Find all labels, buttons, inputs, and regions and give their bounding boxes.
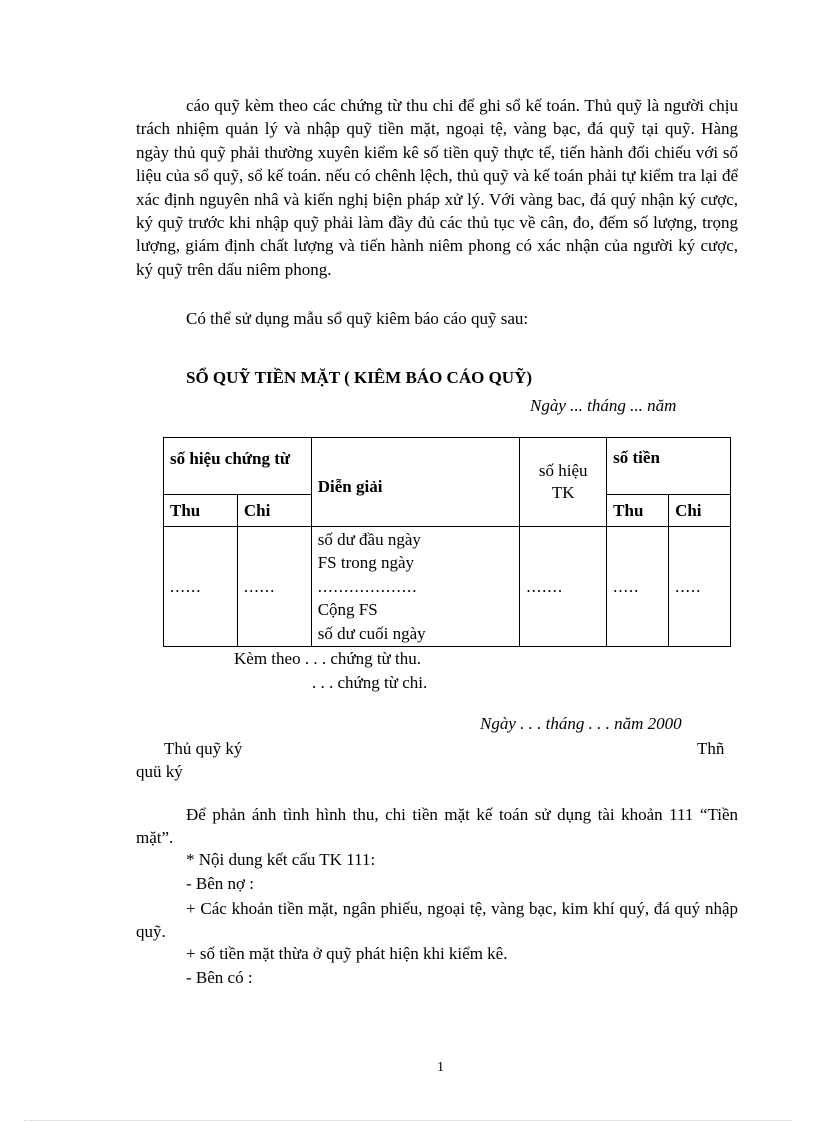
cash-ledger-table <box>163 437 731 647</box>
paragraph-cash-keeper <box>136 94 738 281</box>
ledger-date-line: Ngày ... tháng ... năm <box>530 396 677 415</box>
debit-item-1-text: + Các khoản tiền mặt, ngân phiếu, ngoại tệ, vàng bạc, kim khí quý, đá quý nhập quỹ. <box>136 899 738 942</box>
debit-item-2: + số tiền mặt thừa ở quỹ phát hiện khi kiểm kê. <box>186 944 508 963</box>
desc-closing-balance: số dư cuối ngày <box>317 623 426 643</box>
header-description: Diễn giải <box>311 438 520 527</box>
credit-label: - Bên có : <box>186 968 253 987</box>
attached-receipts: Kèm theo . . . chứng từ thu. <box>234 649 421 668</box>
paragraph-template-intro: Có thể sử dụng mẫu sổ quỹ kiêm báo cáo quỹ sau: <box>186 309 529 328</box>
header-thu: Thu <box>164 495 238 527</box>
cell-account-dots: ....... <box>520 527 607 647</box>
paragraph-account-111-text: Để phản ánh tình hình thu, chi tiền mặt kế toán sử dụng tài khoản 111 “Tiền mặt”. <box>136 805 738 848</box>
header-account-no: số hiệu TK <box>520 438 607 527</box>
debit-label: - Bên nợ : <box>186 874 255 893</box>
cell-amount-chi-dots: ..... <box>669 527 731 647</box>
signature-right: Thñ <box>697 739 725 758</box>
table-header-row <box>164 438 731 495</box>
desc-total-fs: Cộng FS <box>317 600 378 620</box>
attached-payments: . . . chứng từ chi. <box>312 673 428 692</box>
header-chi: Chi <box>237 495 311 527</box>
desc-dots: ................... <box>317 576 418 596</box>
cell-description <box>311 527 520 647</box>
header-voucher-no: số hiệu chứng từ <box>164 438 312 495</box>
signature-right-cont: quü ký <box>136 762 183 781</box>
header-amount: số tiền <box>607 438 731 495</box>
signature-date: Ngày . . . tháng . . . năm 2000 <box>480 714 682 733</box>
ledger-title: SỔ QUỸ TIỀN MẶT ( KIÊM BÁO CÁO QUỸ) <box>186 368 533 387</box>
desc-fs-in-day: FS trong ngày <box>317 553 415 573</box>
paragraph-account-111 <box>136 803 738 850</box>
paragraph-cash-keeper-text: cáo quỹ kèm theo các chứng từ thu chi để ghi sổ kế toán. Thủ quỹ là người chịu trách nhiệm quản lý và nhập quỹ tiền mặt, ngoại tệ, vàng bạc, đá quỹ tại quỹ. Hàng ngày thủ quỹ phải thường xuyên kiểm kê số tiền quỹ thực tế, tiến hành đối chiếu với số liệu của sổ quỹ, sổ kế toán. nếu có chênh lệch, thủ quỹ và kế toán phải tự kiểm tra lại để xác định nguyên nhâ và kiến nghị biện pháp xử lý. Với vàng bac, đá quý nhận ký cược, ký quỹ trước khi nhập quỹ phải làm đầy đủ các thủ tục về cân, đo, đếm số lượng, trọng lượng, giám định chất lượng và tiến hành niêm phong có xác nhận của người ký cược, ký quỹ trên dấu niêm phong. <box>136 96 738 279</box>
cell-chi-dots: ...... <box>237 527 311 647</box>
page-number: 1 <box>437 1060 444 1075</box>
page-bottom-divider <box>24 1120 792 1121</box>
cell-amount-thu-dots: ..... <box>607 527 669 647</box>
debit-item-1 <box>136 897 738 944</box>
signature-cashier: Thủ quỹ ký <box>164 739 243 758</box>
table-row <box>164 527 731 647</box>
desc-opening-balance: số dư đầu ngày <box>317 529 421 549</box>
header-amount-thu: Thu <box>607 495 669 527</box>
cell-thu-dots: ...... <box>164 527 238 647</box>
content-heading: * Nội dung kết cấu TK 111: <box>186 850 376 869</box>
header-amount-chi: Chi <box>669 495 731 527</box>
